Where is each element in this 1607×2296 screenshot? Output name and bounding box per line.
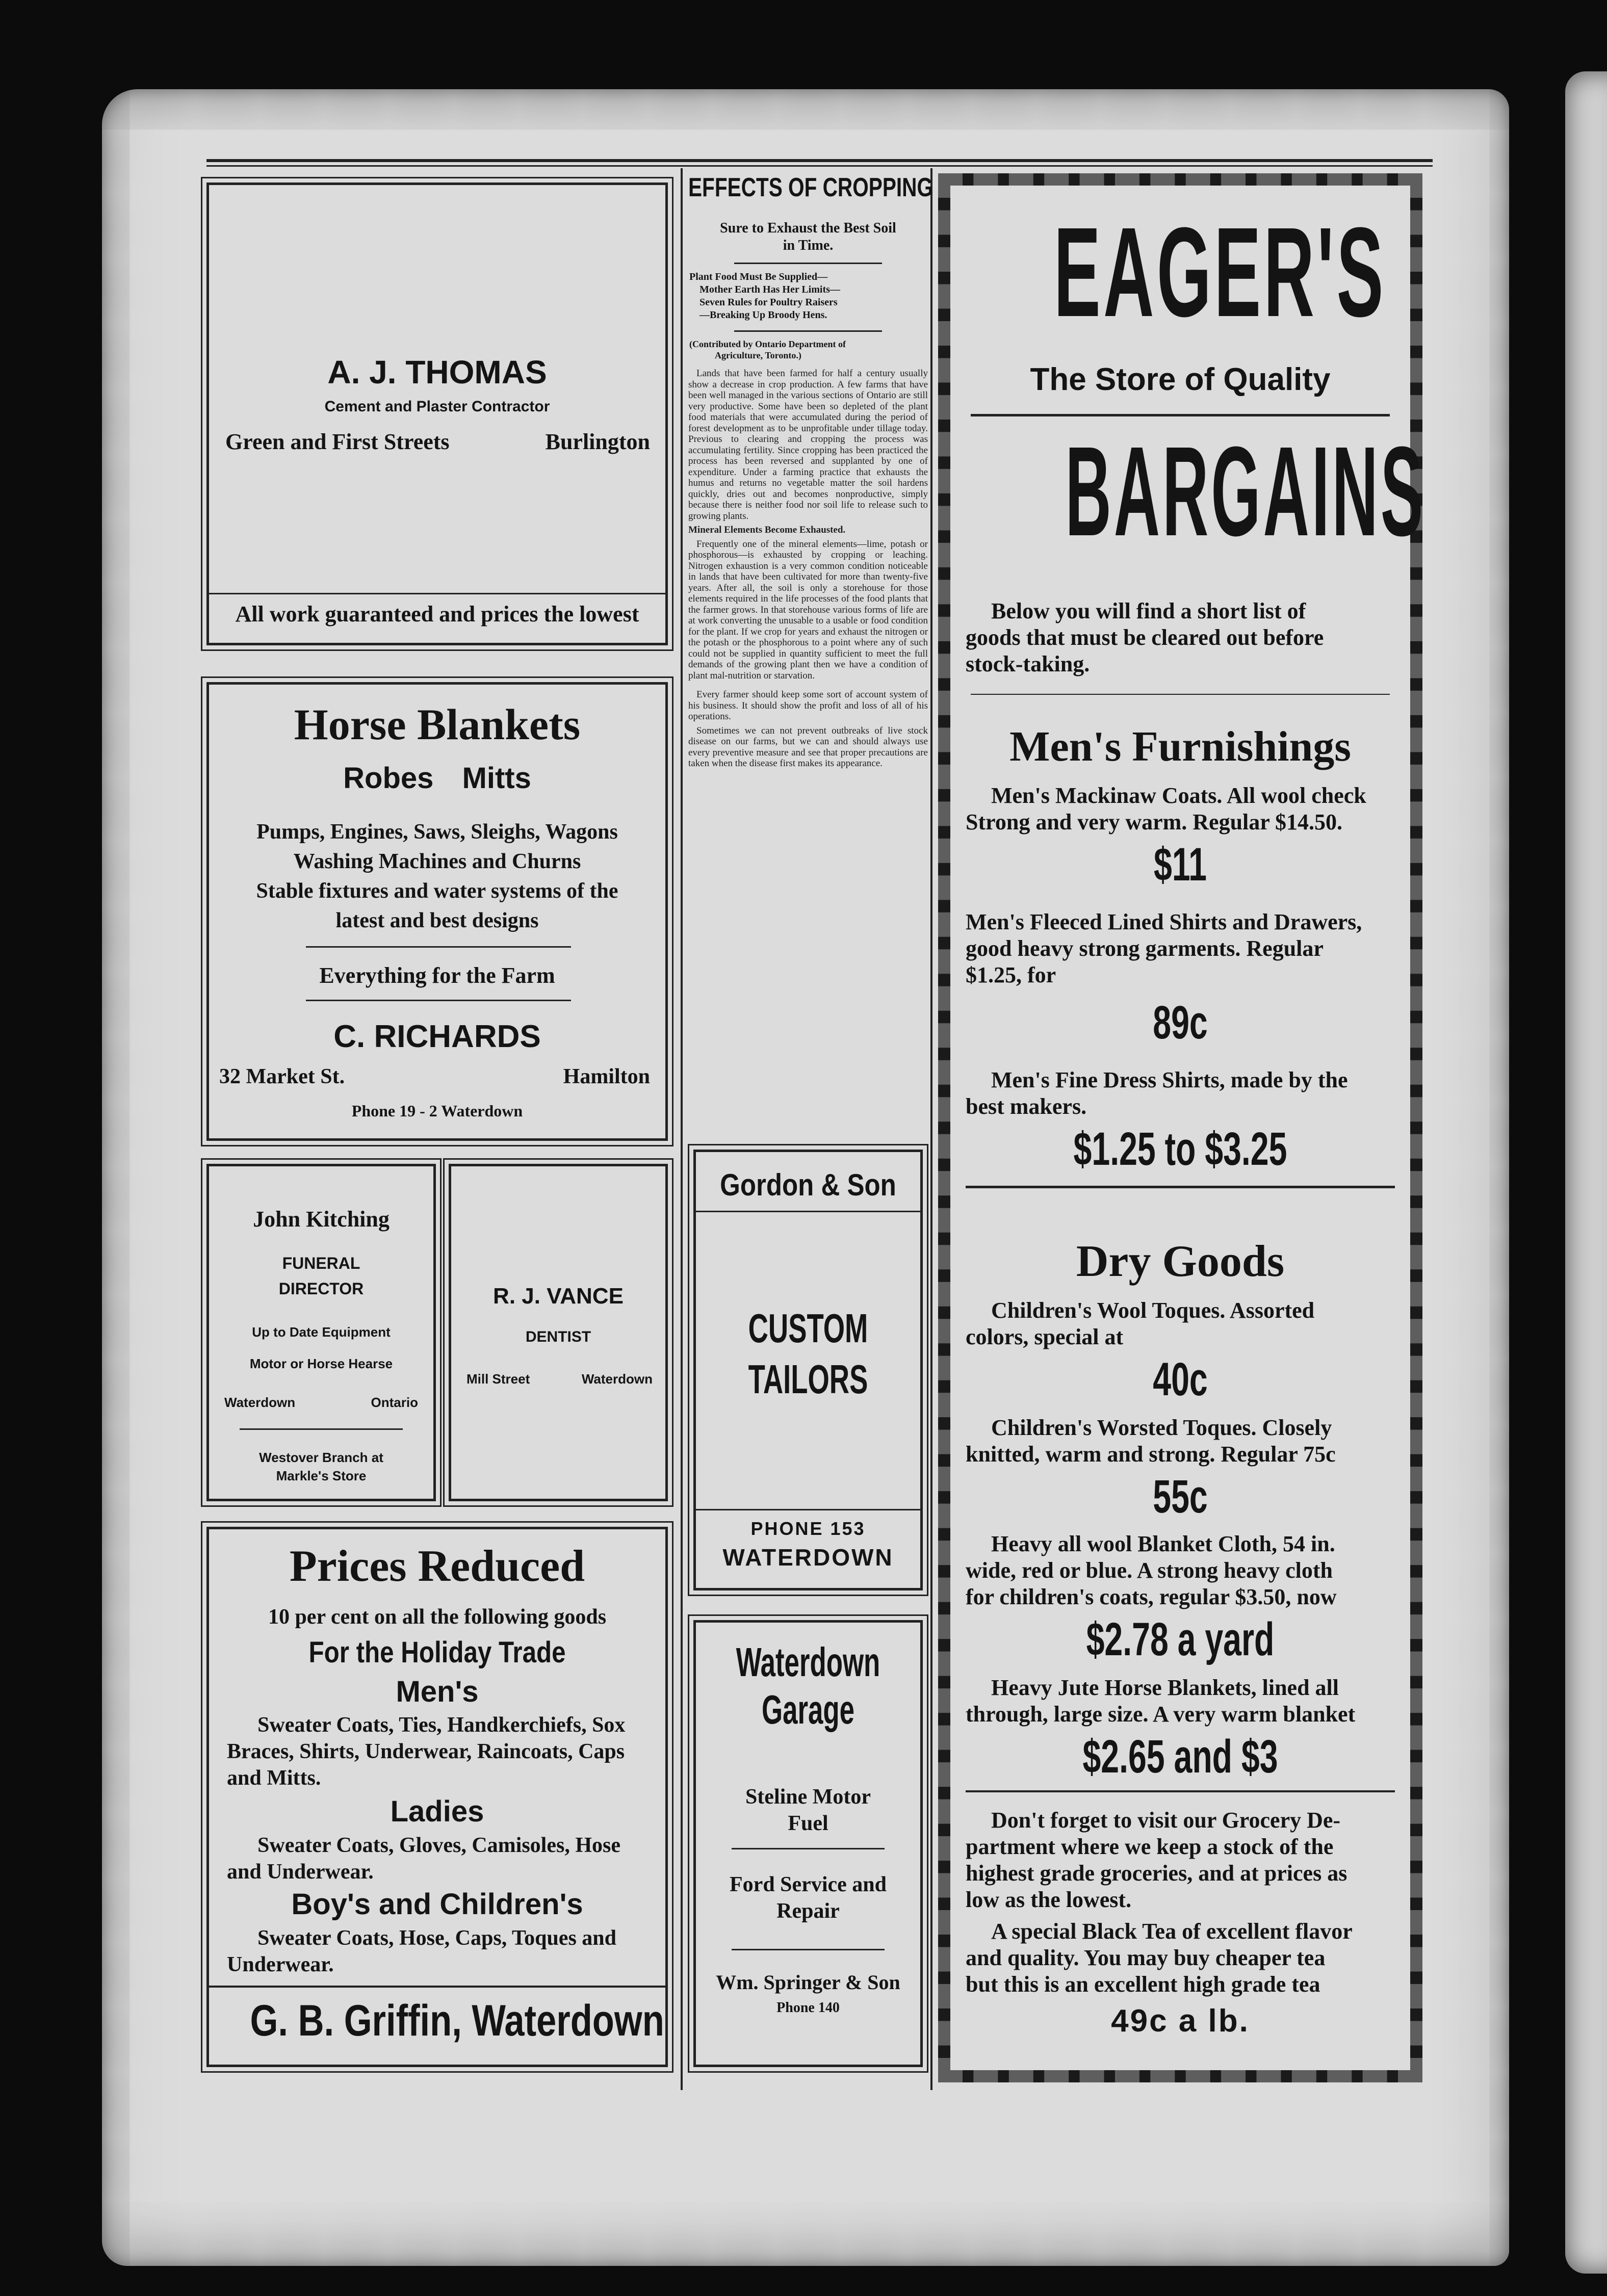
kitching-line2: Motor or Horse Hearse (249, 1356, 393, 1371)
eagers-d3a: Heavy all wool Blanket Cloth, 54 in. (991, 1531, 1335, 1556)
vance-town: Waterdown (581, 1371, 653, 1387)
garage-line1: Waterdown (736, 1639, 880, 1685)
ad-kitching (206, 1164, 436, 1501)
thomas-town: Burlington (545, 429, 650, 454)
garage-fuel1: Steline Motor (745, 1785, 871, 1809)
richards-line2: Washing Machines and Churns (293, 850, 581, 873)
eagers-g3: highest grade groceries, and at prices as (966, 1861, 1347, 1886)
richards-subtitle: Robes Mitts (343, 762, 531, 795)
gordon-phone: PHONE 153 (750, 1518, 866, 1539)
eagers-furnishings: Men's Furnishings (1009, 723, 1351, 770)
griffin-mens-items3: and Mitts. (227, 1766, 321, 1790)
ad-richards (206, 682, 668, 1141)
eagers-f3b: best makers. (966, 1094, 1087, 1119)
griffin-ladies-items1: Sweater Coats, Gloves, Camisoles, Hose (257, 1834, 620, 1857)
eagers-t2: and quality. You may buy cheaper tea (966, 1945, 1326, 1970)
eagers-intro1: Below you will find a short list of (991, 598, 1306, 623)
article-rule-1 (734, 263, 882, 264)
garage-owner: Wm. Springer & Son (716, 1971, 900, 1994)
ad-griffin (206, 1527, 668, 2067)
vance-name: R. J. VANCE (493, 1284, 624, 1309)
eagers-f2b: good heavy strong garments. Regular (966, 936, 1324, 961)
thomas-name: A. J. THOMAS (327, 354, 547, 390)
eagers-d1price: 40c (1153, 1353, 1208, 1405)
eagers-g1: Don't forget to visit our Grocery De- (991, 1808, 1341, 1833)
richards-divider (306, 946, 571, 948)
eagers-tagline: The Store of Quality (1030, 362, 1331, 397)
griffin-boys-items2: Underwear. (227, 1953, 334, 1976)
garage-fuel2: Fuel (788, 1812, 828, 1835)
garage-divider (732, 1848, 885, 1849)
eagers-g4: low as the lowest. (966, 1887, 1132, 1912)
garage-line2: Garage (762, 1687, 854, 1732)
vance-street: Mill Street (466, 1371, 530, 1387)
thomas-trade: Cement and Plaster Contractor (324, 398, 550, 415)
vance-role: DENTIST (525, 1328, 591, 1345)
eagers-d3c: for children's coats, regular $3.50, now (966, 1584, 1337, 1609)
eagers-rule-4 (966, 1790, 1395, 1792)
eagers-d3price: $2.78 a yard (1086, 1613, 1275, 1665)
thomas-address: Green and First Streets (225, 429, 450, 454)
griffin-signature: G. B. Griffin, Waterdown (250, 1996, 664, 2045)
eagers-f3a: Men's Fine Dress Shirts, made by the (991, 1067, 1348, 1092)
eagers-d4a: Heavy Jute Horse Blankets, lined all (991, 1675, 1339, 1700)
eagers-rule-3 (966, 1186, 1395, 1188)
ad-gordon (693, 1150, 923, 1590)
eagers-f2a: Men's Fleeced Lined Shirts and Drawers, (966, 909, 1362, 934)
eagers-f2price: 89c (1153, 997, 1208, 1049)
garage-service2: Repair (776, 1899, 840, 1923)
eagers-t3: but this is an excellent high grade tea (966, 1972, 1320, 1997)
gordon-divider (696, 1211, 920, 1212)
eagers-tprice: 49c a lb. (1111, 2003, 1250, 2039)
article-paragraph-3: Every farmer should keep some sort of account system of his business. It should show the profit and loss of all of his operations. (688, 689, 928, 722)
ad-thomas (206, 182, 668, 645)
griffin-ladies-items2: and Underwear. (227, 1860, 374, 1884)
eagers-d4b: through, large size. A very warm blanket (966, 1702, 1356, 1727)
adjacent-page-edge (1565, 71, 1607, 2274)
ad-garage (693, 1620, 923, 2067)
griffin-mens-items2: Braces, Shirts, Underwear, Raincoats, Caps (227, 1740, 625, 1763)
article-deck2: Mother Earth Has Her Limits— (699, 284, 840, 295)
article-deck1: Plant Food Must Be Supplied— (689, 271, 828, 282)
richards-line4: latest and best designs (335, 909, 539, 932)
eagers-d2b: knitted, warm and strong. Regular 75c (966, 1442, 1336, 1467)
thomas-divider (209, 593, 665, 594)
eagers-intro3: stock-taking. (966, 651, 1090, 676)
eagers-rule-1 (971, 414, 1390, 416)
eagers-d2a: Children's Worsted Toques. Closely (991, 1415, 1332, 1440)
column-rule-right (930, 168, 932, 2090)
gordon-name: Gordon & Son (720, 1168, 896, 1202)
griffin-divider (209, 1986, 665, 1988)
ad-eagers (938, 173, 1426, 2082)
garage-divider-2 (732, 1949, 885, 1950)
eagers-drygoods: Dry Goods (1076, 1237, 1285, 1286)
richards-address: 32 Market St. (219, 1065, 345, 1088)
richards-divider-2 (306, 1000, 571, 1001)
eagers-f1a: Men's Mackinaw Coats. All wool check (991, 783, 1366, 808)
eagers-d4price: $2.65 and $3 (1082, 1731, 1278, 1783)
kitching-name: John Kitching (253, 1207, 390, 1232)
griffin-mens: Men's (396, 1675, 479, 1708)
eagers-f3price: $1.25 to $3.25 (1073, 1123, 1287, 1175)
eagers-d3b: wide, red or blue. A strong heavy cloth (966, 1558, 1333, 1583)
eagers-d1b: colors, special at (966, 1324, 1124, 1349)
eagers-rule-2 (971, 694, 1390, 695)
article-credit2: Agriculture, Toronto.) (715, 350, 801, 360)
griffin-title: Prices Reduced (289, 1542, 585, 1591)
gordon-divider-2 (696, 1509, 920, 1510)
richards-line3: Stable fixtures and water systems of the (256, 879, 618, 903)
garage-phone: Phone 140 (776, 2000, 840, 2016)
column-rule-left (681, 168, 683, 2090)
eagers-f1price: $11 (1154, 839, 1207, 891)
thomas-guarantee: All work guaranteed and prices the lowest (235, 602, 639, 627)
article-rule-2 (734, 330, 882, 332)
article-sub2: in Time. (783, 238, 834, 253)
article-paragraph-1: Lands that have been farmed for half a century usually show a decrease in crop production. A few farms that have been well managed in the various sections of Ontario are still very productive. Some have been so depleted of the plant food materials that were accumulated during the period of forest development as to be unprofitable under tillage today. Previous to clearing and cropping the process was accumulating fertility. Since cropping has been practiced the process has been reversed and supplanted by one of expenditure. Under a farming practice that exhausts the humus and returns no vegetable matter the soil hardens quickly, dries out and becomes nonproductive, simply because there is neither food nor soil life to release such to growing plants. (688, 368, 928, 521)
garage-service1: Ford Service and (730, 1873, 887, 1896)
griffin-line1: 10 per cent on all the following goods (268, 1605, 607, 1629)
top-rule (206, 159, 1433, 162)
griffin-boys-items1: Sweater Coats, Hose, Caps, Toques and (257, 1926, 617, 1950)
kitching-role2: DIRECTOR (278, 1280, 364, 1298)
gordon-line2: TAILORS (748, 1356, 868, 1402)
kitching-divider (240, 1428, 403, 1430)
kitching-town: Waterdown (224, 1395, 296, 1410)
richards-phone: Phone 19 - 2 Waterdown (351, 1102, 523, 1120)
kitching-role1: FUNERAL (282, 1254, 360, 1272)
article-title: EFFECTS OF CROPPING (688, 173, 933, 202)
article-deck3: Seven Rules for Poultry Raisers (699, 297, 838, 308)
eagers-t1: A special Black Tea of excellent flavor (991, 1919, 1353, 1944)
eagers-d2price: 55c (1153, 1471, 1208, 1523)
eagers-f2c: $1.25, for (966, 962, 1056, 987)
griffin-ladies: Ladies (390, 1795, 484, 1828)
eagers-intro2: goods that must be cleared out before (966, 625, 1324, 650)
kitching-line1: Up to Date Equipment (252, 1324, 391, 1340)
gordon-town: WATERDOWN (722, 1544, 894, 1571)
eagers-f1b: Strong and very warm. Regular $14.50. (966, 810, 1343, 834)
kitching-branch2: Markle's Store (276, 1468, 367, 1483)
richards-title: Horse Blankets (294, 700, 581, 749)
article-paragraph-2: Frequently one of the mineral elements—lime, potash or phosphorous—is exhausted by cropping or leaching. Nitrogen exhaustion is a very common condition noticeable in lands that have been cultivated for more than twenty-five years. After all, the soil is only a storehouse for those elements required in the life processes of the food plants that the farmer grows. In that storehouse various forms of life are at work converting the unusable to a usable or food condition for the plant. If we crop for years and exhaust the nitrogen or the potash or the phosphorous to a point where any of such could not be supplied in quantity sufficient to meet the full demands of the growing plant then we have a condition of plant mal-nutrition or starvation. (688, 538, 928, 681)
top-rule-thin (206, 165, 1433, 167)
article-body (688, 368, 928, 772)
eagers-name: EAGER'S (1053, 201, 1386, 343)
gordon-line1: CUSTOM (748, 1306, 868, 1351)
article-sub1: Sure to Exhaust the Best Soil (720, 220, 896, 236)
richards-line1: Pumps, Engines, Saws, Sleighs, Wagons (256, 820, 618, 844)
richards-town: Hamilton (563, 1065, 650, 1088)
article-deck4: —Breaking Up Broody Hens. (699, 309, 827, 321)
eagers-d1a: Children's Wool Toques. Assorted (991, 1298, 1315, 1323)
kitching-branch1: Westover Branch at (259, 1450, 383, 1465)
article-credit1: (Contributed by Ontario Department of (689, 339, 846, 349)
eagers-g2: partment where we keep a stock of the (966, 1834, 1334, 1859)
article-paragraph-4: Sometimes we can not prevent outbreaks of live stock disease on our farms, but we can and should always use every preventive measure and see that proper precautions are taken when the disease first makes its appearance. (688, 725, 928, 769)
richards-name: C. RICHARDS (333, 1019, 541, 1054)
eagers-headline: BARGAINS (1065, 420, 1426, 562)
ad-vance (449, 1164, 668, 1501)
article-subhead: Mineral Elements Become Exhausted. (688, 525, 846, 535)
griffin-boys: Boy's and Children's (291, 1888, 583, 1921)
richards-tagline: Everything for the Farm (319, 963, 555, 988)
griffin-line2: For the Holiday Trade (308, 1636, 566, 1669)
griffin-mens-items1: Sweater Coats, Ties, Handkerchiefs, Sox (257, 1713, 626, 1737)
kitching-province: Ontario (371, 1395, 418, 1410)
